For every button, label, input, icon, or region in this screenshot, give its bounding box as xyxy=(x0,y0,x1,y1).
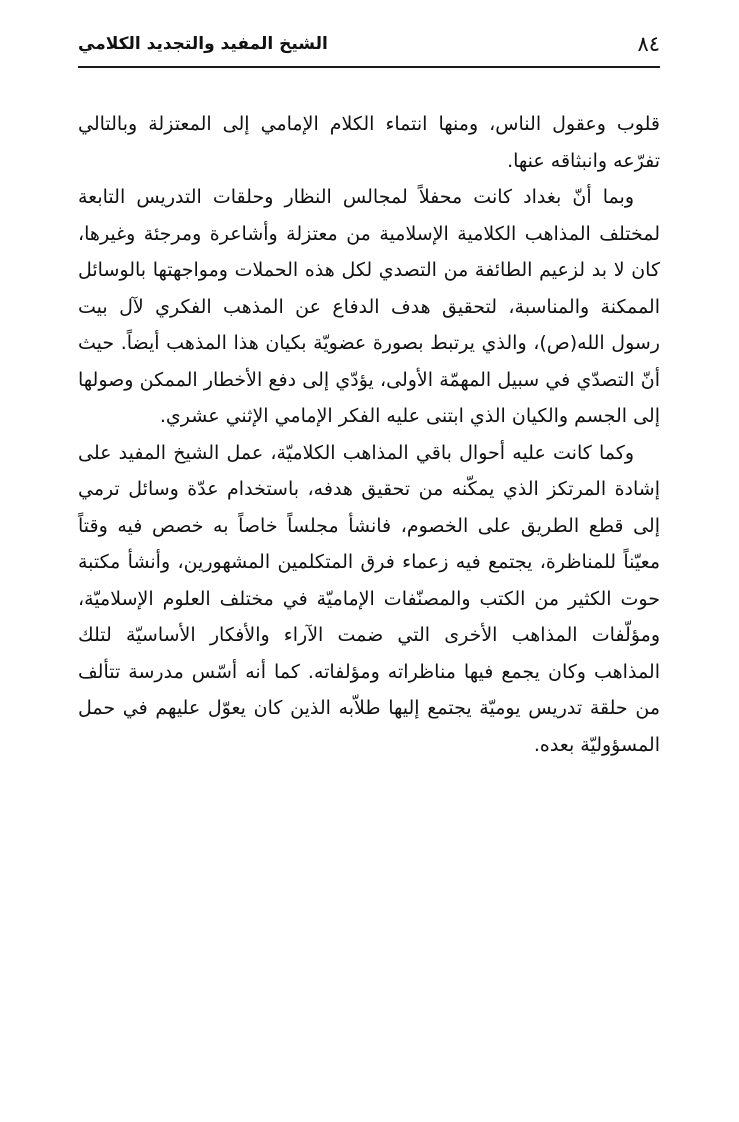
paragraph-mufid-methods: وكما كانت عليه أحوال باقي المذاهب الكلاميّة، عمل الشيخ المفيد على إشادة المرتكز الذي يمكّنه من تحقيق هدفه، باستخدام عدّة وسائل ترمي إلى قطع الطريق على الخصوم، فانشأ مجلساً خاصاً به خصص فيه وقتاً معيّناً للمناظرة، يجتمع فيه زعماء فرق المتكلمين المشهورين، وأنشأ مكتبة حوت الكثير من الكتب والمصنّفات الإماميّة في مختلف العلوم الإسلاميّة، ومؤلّفات المذاهب الأخرى التي ضمت الآراء والأفكار الأساسيّة لتلك المذاهب وكان يجمع فيها مناظراته ومؤلفاته. كما أنه أسّس مدرسة تتألف من حلقة تدريس يوميّة يجتمع إليها طلاّبه الذين كان يعوّل عليهم في حمل المسؤوليّة بعده. xyxy=(78,441,660,756)
paragraph-baghdad: وبما أنّ بغداد كانت محفلاً لمجالس النظار وحلقات التدريس التابعة لمختلف المذاهب الكلامية الإسلامية من معتزلة وأشاعرة ومرجئة وغيرها، كان لا بد لزعيم الطائفة من التصدي لكل هذه الحملات ومواجهتها بالوسائل الممكنة والمناسبة، لتحقيق هدف الدفاع عن المذهب الفكري لآل بيت رسول الله(ص)، والذي يرتبط بصورة عضويّة بكيان هذا المذهب أيضاً. حيث أنّ التصدّي في سبيل المهمّة الأولى، يؤدّي إلى دفع الأخطار الممكن وصولها إلى الجسم والكيان الذي ابتنى عليه الفكر الإمامي الإثني عشري. xyxy=(78,186,660,427)
page-number: ٨٤ xyxy=(637,32,660,56)
paragraph-continuation: قلوب وعقول الناس، ومنها انتماء الكلام الإمامي إلى المعتزلة وبالتالي تفرّعه وانبثاقه عنها. xyxy=(78,113,660,172)
running-header xyxy=(78,30,660,64)
running-title: الشيخ المفيد والتجديد الكلامي xyxy=(78,34,328,54)
header-divider xyxy=(78,66,660,68)
body-text xyxy=(78,106,660,763)
